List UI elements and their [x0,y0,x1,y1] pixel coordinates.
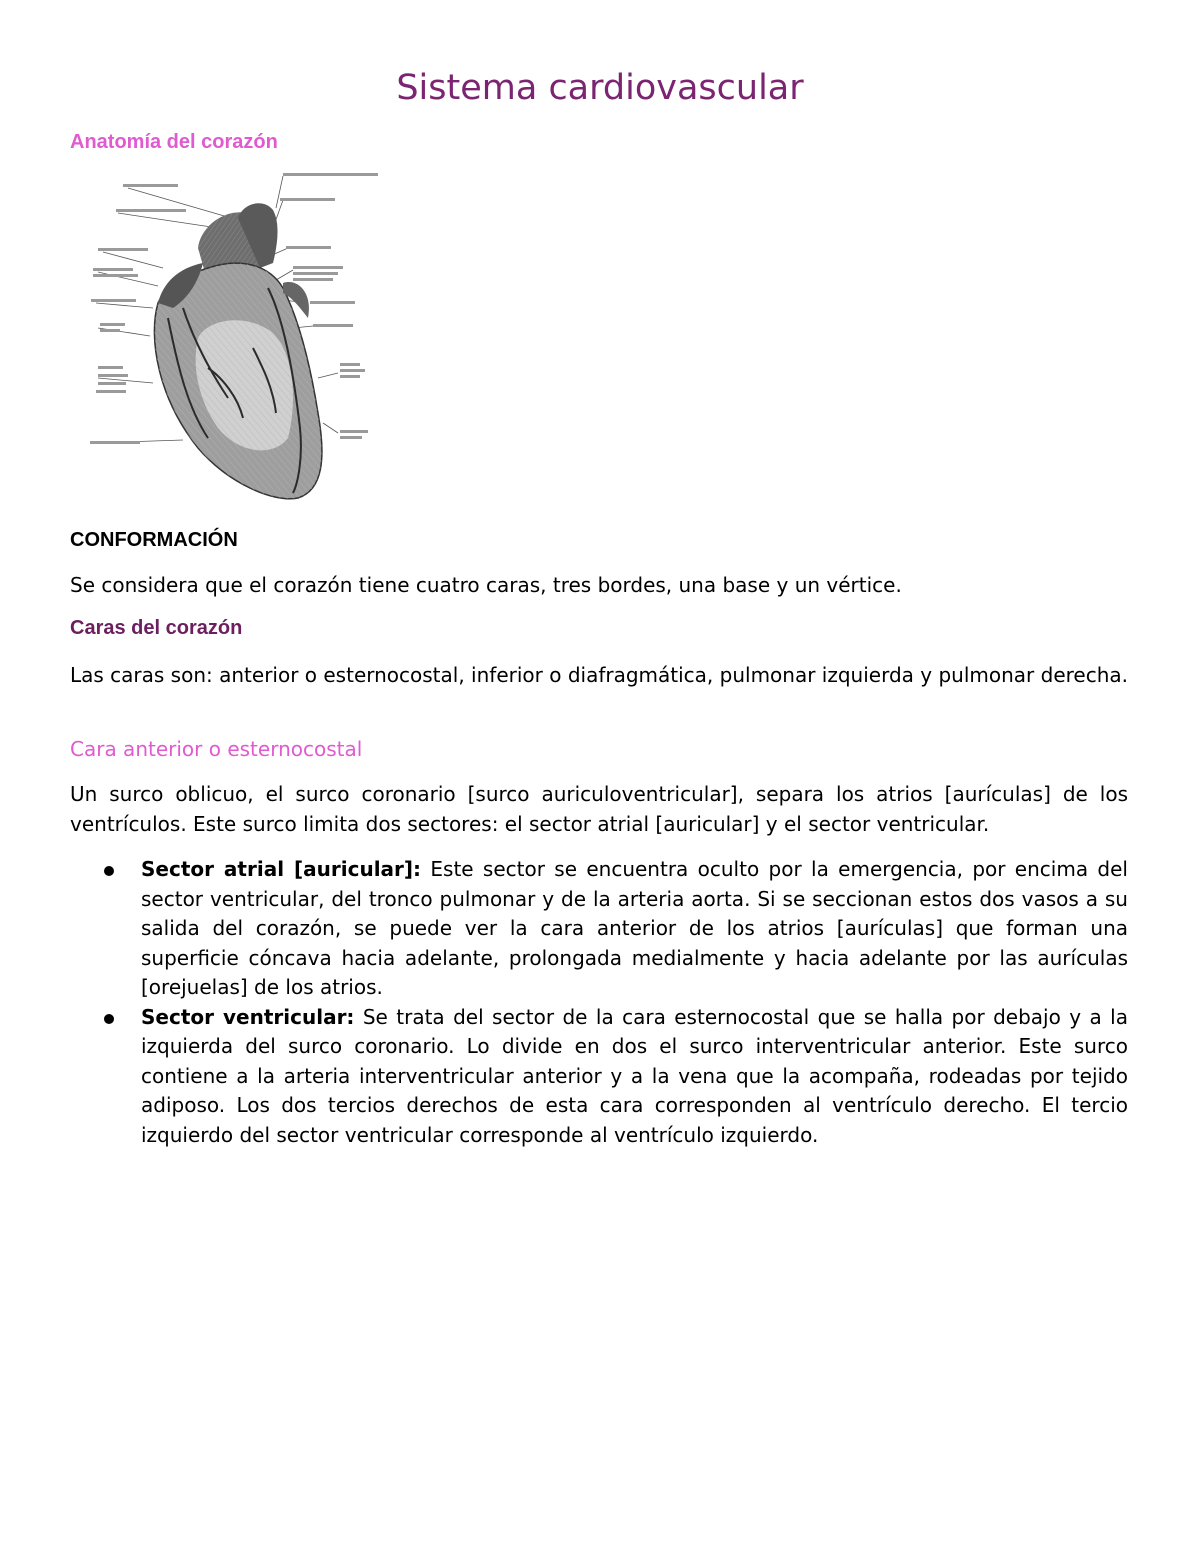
list-item [0,1003,1128,1151]
list-item-text [141,855,1128,1003]
bullet-icon [104,1014,114,1024]
bullet-icon [104,866,114,876]
heart-illustration [88,168,388,508]
list-item-label: Sector ventricular: [141,1004,355,1029]
cara-anterior-heading: Cara anterior o esternocostal [70,737,363,761]
heart-drawing [88,168,388,508]
list-item [0,855,1128,1003]
cara-anterior-text: Un surco oblicuo, el surco coronario [surco auriculoventricular], separa los atrios [aurículas] de los ventrículos. Este surco limita dos sectores: el sector atrial [auricular] y el sector ventricular. [70,782,1128,836]
caras-heading: Caras del corazón [70,617,243,639]
list-item-body: Se trata del sector de la cara esternocostal que se halla por debajo y a la izquierda del surco coronario. Lo divide en dos el surco interventricular anterior. Este surco contiene a la arteria interventricular anterior y a la vena que la acompaña, rodeadas por tejido adiposo. Los dos tercios derechos de esta cara corresponden al ventrículo derecho. El tercio izquierdo del sector ventricular corresponde al ventrículo izquierdo. [141,1004,1128,1147]
sector-list [0,855,1200,1150]
list-item-text [141,1003,1128,1151]
list-item-label: Sector atrial [auricular]: [141,857,422,881]
caras-text: Las caras son: anterior o esternocostal, inferior o diafragmática, pulmonar izquierda y pulmonar derecha. [70,663,1128,687]
document-title: Sistema cardiovascular [396,68,804,108]
section-heading-anatomia: Anatomía del corazón [70,131,278,153]
list-item-body: Este sector se encuentra oculto por la emergencia, por encima del sector ventricular, del tronco pulmonar y de la arteria aorta. Si se seccionan estos dos vasos a su salida del corazón, se puede ver la cara anterior de los atrios [aurículas] que forman una superficie cóncava hacia adelante, prolongada medialmente y hacia adelante por las aurículas [orejuelas] de los atrios. [141,857,1128,999]
conformacion-text: Se considera que el corazón tiene cuatro caras, tres bordes, una base y un vértice. [70,573,902,597]
conformacion-heading: CONFORMACIÓN [70,529,238,551]
